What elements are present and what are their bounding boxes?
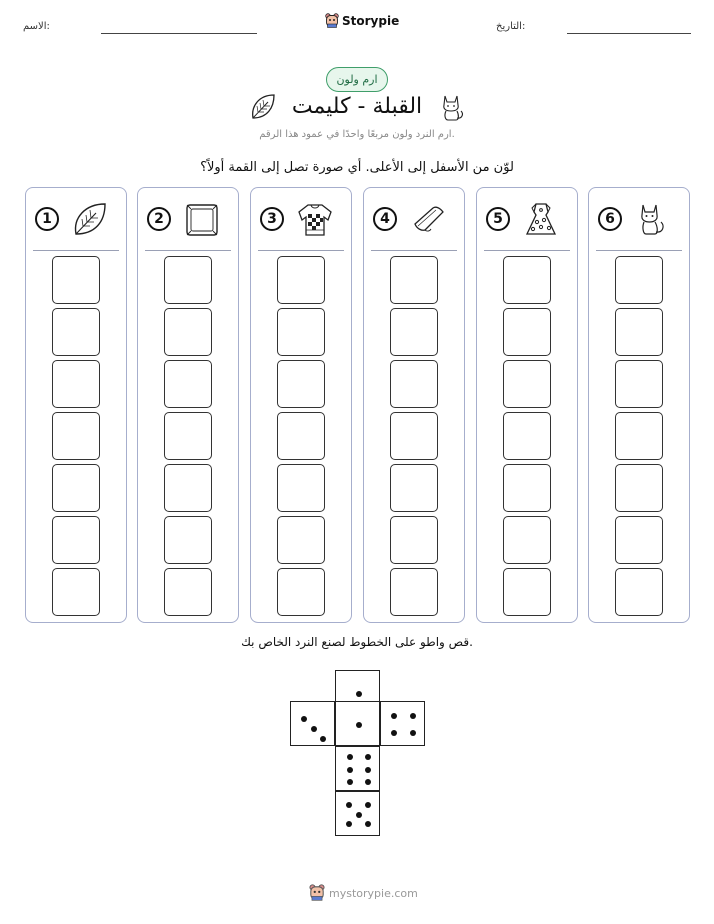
column-number: 6 [598, 207, 622, 231]
cloth-icon [409, 200, 447, 238]
color-square[interactable] [615, 568, 663, 616]
dice-face-3 [290, 701, 335, 746]
color-square[interactable] [277, 516, 325, 564]
dice-face-4 [380, 701, 425, 746]
column-header [477, 188, 577, 250]
color-square[interactable] [52, 308, 100, 356]
dice-pip [347, 779, 353, 785]
color-square[interactable] [615, 256, 663, 304]
color-square[interactable] [503, 464, 551, 512]
column-divider [371, 250, 457, 251]
column-number: 4 [373, 207, 397, 231]
column-cells [615, 256, 663, 616]
column-header [26, 188, 126, 250]
dice-pip [320, 736, 326, 742]
column-cells [503, 256, 551, 616]
dice-pip [365, 754, 371, 760]
dice-pip [391, 730, 397, 736]
dice-face-6 [335, 746, 380, 791]
color-square[interactable] [390, 256, 438, 304]
color-square[interactable] [164, 464, 212, 512]
dress-icon [522, 200, 560, 238]
column-number: 1 [35, 207, 59, 231]
column-divider [33, 250, 119, 251]
dice-pip [356, 691, 362, 697]
leaf-icon [71, 200, 109, 238]
instruction: لوّن من الأسفل إلى الأعلى. أي صورة تصل إلى القمة أولاً؟ [200, 160, 514, 175]
column-6 [588, 187, 690, 623]
cat-icon [634, 200, 672, 238]
column-number: 2 [147, 207, 171, 231]
title-row [0, 92, 714, 126]
column-1 [25, 187, 127, 623]
color-square[interactable] [503, 308, 551, 356]
column-header [364, 188, 464, 250]
color-square[interactable] [52, 464, 100, 512]
column-cells [277, 256, 325, 616]
color-square[interactable] [615, 516, 663, 564]
logo-text: Storypie [342, 14, 400, 28]
color-square[interactable] [390, 568, 438, 616]
footer [309, 884, 418, 902]
date-label: التاريخ: [496, 21, 526, 32]
column-divider [145, 250, 231, 251]
color-square[interactable] [503, 412, 551, 460]
color-square[interactable] [164, 412, 212, 460]
color-square[interactable] [277, 360, 325, 408]
column-number: 5 [486, 207, 510, 231]
column-5 [476, 187, 578, 623]
dice-face-5 [335, 791, 380, 836]
color-square[interactable] [164, 516, 212, 564]
dice-instruction: قص واطو على الخطوط لصنع النرد الخاص بك. [241, 635, 473, 649]
color-square[interactable] [390, 360, 438, 408]
storypie-mascot-icon [325, 13, 339, 29]
page-title: القبلة - كليمت [291, 94, 423, 119]
column-3 [250, 187, 352, 623]
dice-pip [346, 821, 352, 827]
color-square[interactable] [277, 308, 325, 356]
color-square[interactable] [277, 568, 325, 616]
name-label: الاسم: [23, 21, 50, 32]
color-square[interactable] [390, 516, 438, 564]
color-square[interactable] [277, 412, 325, 460]
color-square[interactable] [615, 464, 663, 512]
storypie-mascot-icon [309, 884, 325, 902]
dice-pip [365, 821, 371, 827]
column-cells [164, 256, 212, 616]
color-square[interactable] [52, 256, 100, 304]
color-square[interactable] [52, 516, 100, 564]
column-header [138, 188, 238, 250]
activity-badge: ارم ولون [326, 67, 388, 92]
date-line [567, 33, 691, 34]
dice-pip [356, 722, 362, 728]
dice-pip [391, 713, 397, 719]
column-divider [596, 250, 682, 251]
dice-pip [365, 802, 371, 808]
dice-pip [410, 713, 416, 719]
dice-face-1 [335, 701, 380, 746]
color-square[interactable] [277, 464, 325, 512]
color-square[interactable] [503, 568, 551, 616]
dice-pip [347, 754, 353, 760]
column-2 [137, 187, 239, 623]
column-divider [484, 250, 570, 251]
color-square[interactable] [164, 360, 212, 408]
footer-url: mystorypie.com [329, 886, 418, 900]
color-square[interactable] [164, 568, 212, 616]
color-square[interactable] [164, 256, 212, 304]
color-square[interactable] [52, 412, 100, 460]
color-square[interactable] [390, 412, 438, 460]
color-square[interactable] [503, 360, 551, 408]
dice-pip [356, 812, 362, 818]
column-divider [258, 250, 344, 251]
cat-icon [438, 92, 466, 122]
storypie-logo [325, 13, 399, 29]
column-4 [363, 187, 465, 623]
color-square[interactable] [503, 516, 551, 564]
color-square[interactable] [52, 360, 100, 408]
dice-pip [346, 802, 352, 808]
column-number: 3 [260, 207, 284, 231]
color-square[interactable] [615, 308, 663, 356]
dice-pip [365, 767, 371, 773]
color-square[interactable] [390, 464, 438, 512]
name-line [101, 33, 257, 34]
column-cells [52, 256, 100, 616]
subtitle: ارم النرد ولون مربعًا واحدًا في عمود هذا الرقم. [259, 129, 455, 140]
color-square[interactable] [164, 308, 212, 356]
dice-pip [347, 767, 353, 773]
pillow-icon [183, 200, 221, 238]
color-square[interactable] [390, 308, 438, 356]
dice-pip [301, 716, 307, 722]
dice-pip [311, 726, 317, 732]
color-square[interactable] [503, 256, 551, 304]
column-cells [390, 256, 438, 616]
color-square[interactable] [52, 568, 100, 616]
dice-pip [410, 730, 416, 736]
color-square[interactable] [615, 360, 663, 408]
column-header [251, 188, 351, 250]
dice-pip [365, 779, 371, 785]
color-square[interactable] [615, 412, 663, 460]
column-header [589, 188, 689, 250]
sweater-icon [296, 200, 334, 238]
color-square[interactable] [277, 256, 325, 304]
